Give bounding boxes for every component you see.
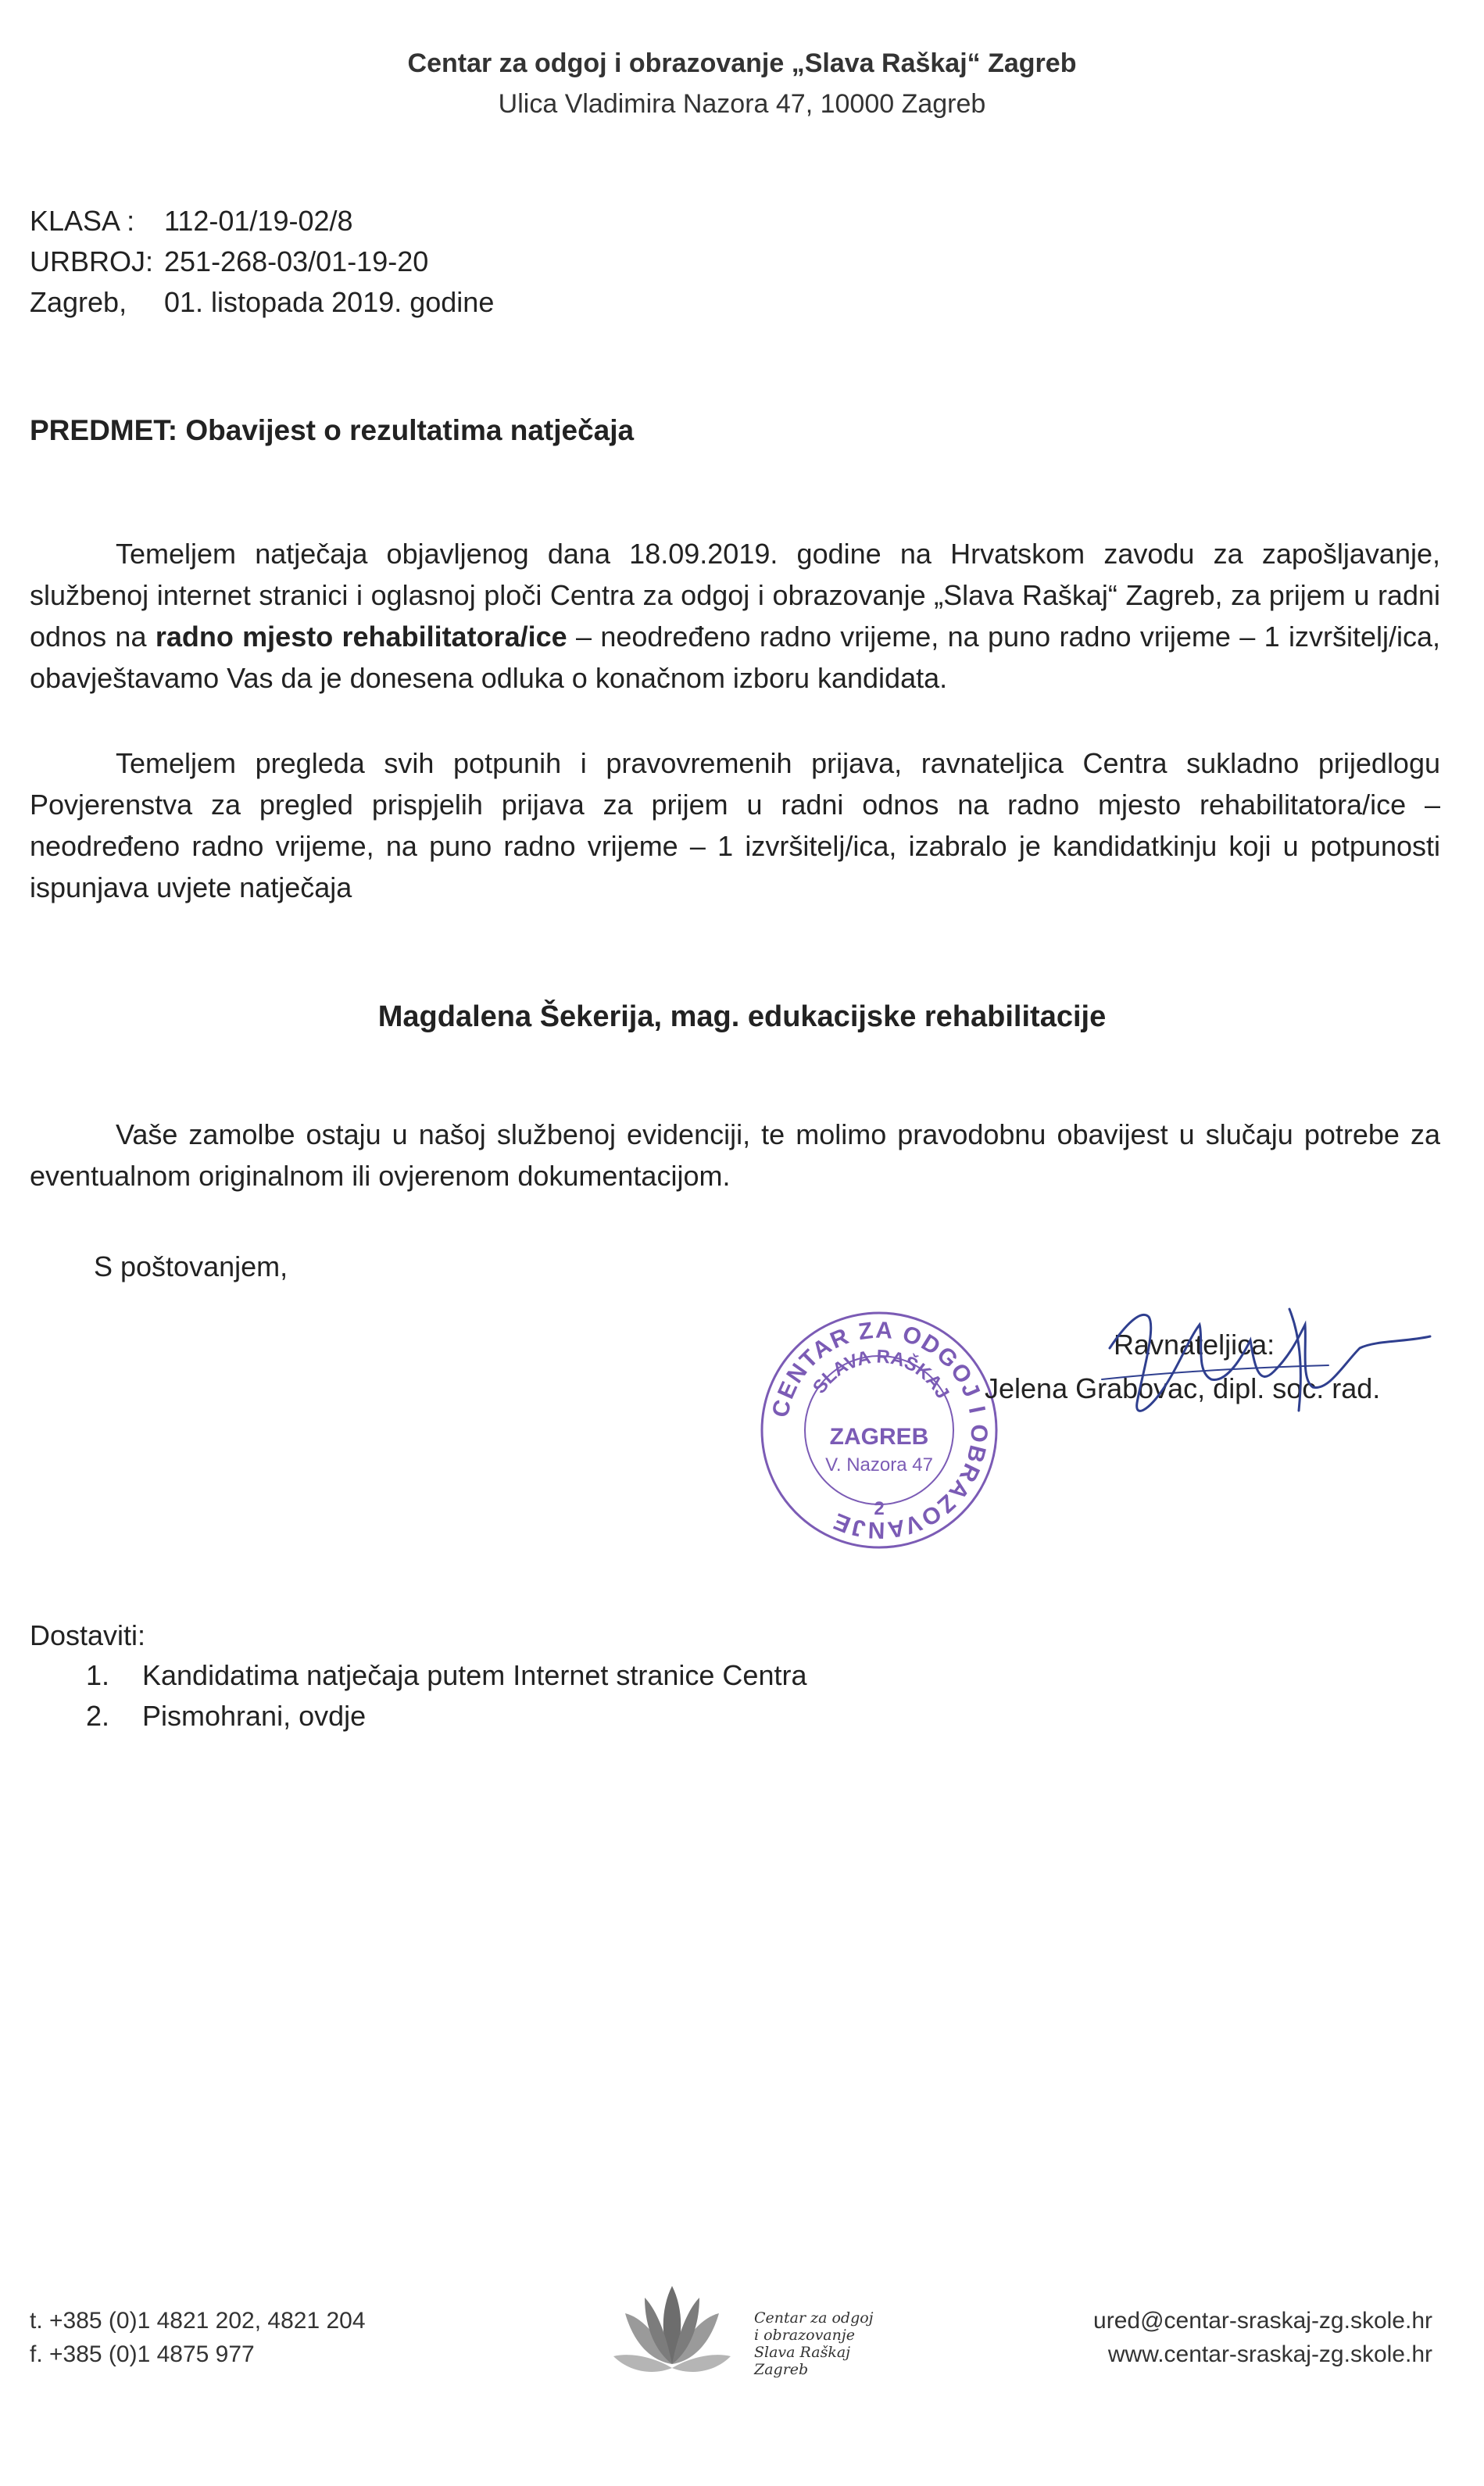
lotus-logo-icon <box>610 2270 735 2388</box>
signatory-role: Ravnateljica: <box>1114 1329 1275 1361</box>
list-item <box>86 1696 806 1737</box>
date-row <box>30 286 494 319</box>
subject-line: PREDMET: Obavijest o rezultatima natječaja <box>30 414 635 446</box>
footer-email[interactable]: ured@centar-sraskaj-zg.skole.hr <box>1093 2308 1432 2334</box>
stamp-city: ZAGREB <box>829 1424 929 1450</box>
footer-phone: t. +385 (0)1 4821 202, 4821 204 <box>30 2308 366 2334</box>
logo-line: Slava Raškaj <box>754 2344 851 2361</box>
closing-greeting: S poštovanjem, <box>94 1250 288 1282</box>
klasa-value: 112-01/19-02/8 <box>164 205 353 237</box>
delivery-title: Dostaviti: <box>30 1619 146 1651</box>
list-item-number: 2. <box>86 1700 110 1732</box>
paragraph-1-bold: radno mjesto rehabilitatora/ice <box>155 621 567 653</box>
footer-web <box>1093 2304 1432 2371</box>
paragraph-1-end: – neodređeno radno vrijeme, na puno radno vrijeme – 1 izvršitelj/ica, obavještavamo Vas da je donesena odluka o konačnom izboru kandidata. <box>30 621 1440 694</box>
document-date: 01. listopada 2019. godine <box>164 286 495 318</box>
klasa-row <box>30 205 353 238</box>
klasa-label: KLASA : <box>30 205 135 237</box>
stamp-ring-text: CENTAR ZA ODGOJ I OBRAZOVANJE <box>767 1317 992 1543</box>
urbroj-label: URBROJ: <box>30 245 154 277</box>
logo-line: Zagreb <box>754 2361 809 2378</box>
list-item <box>86 1655 806 1696</box>
delivery-list <box>86 1655 806 1737</box>
selected-candidate: Magdalena Šekerija, mag. edukacijske rehabilitacije <box>377 1000 1107 1033</box>
urbroj-value: 251-268-03/01-19-20 <box>164 245 429 277</box>
list-item-text: Kandidatima natječaja putem Internet stranice Centra <box>142 1659 807 1691</box>
institution-name: Centar za odgoj i obrazovanje „Slava Raškaj“ Zagreb <box>407 48 1077 78</box>
handwritten-signature <box>1094 1293 1438 1434</box>
stamp-street: V. Nazora 47 <box>825 1454 933 1476</box>
footer-logo-text <box>754 2309 874 2378</box>
footer-fax: f. +385 (0)1 4875 977 <box>30 2341 255 2367</box>
footer-contact <box>30 2304 366 2371</box>
stamp-number: 2 <box>874 1498 885 1519</box>
stamp-inner-text: SLAVA RAŠKAJ <box>808 1346 953 1403</box>
paragraph-3: Vaše zamolbe ostaju u našoj službenoj evidenciji, te molimo pravodobnu obavijest u slučaju potrebe za eventualnom originalnom ili ovjerenom dokumentacijom. <box>30 1118 1440 1192</box>
institution-address: Ulica Vladimira Nazora 47, 10000 Zagreb <box>498 89 986 119</box>
official-stamp <box>754 1305 1004 1555</box>
list-item-number: 1. <box>86 1659 110 1691</box>
list-item-text: Pismohrani, ovdje <box>142 1700 367 1732</box>
logo-line: Centar za odgoj <box>754 2309 874 2327</box>
paragraph-2: Temeljem pregleda svih potpunih i pravovremenih prijava, ravnateljica Centra sukladno prijedlogu Povjerenstva za pregled prispjelih prijava za prijem u radni odnos na radno mjesto rehabilitatora/ice – neodređeno radno vrijeme, na puno radno vrijeme – 1 izvršitelj/ica, izabralo je kandidatkinju koji u potpunosti ispunjava uvjete natječaja <box>30 747 1440 903</box>
paragraph-1 <box>30 533 1440 699</box>
signatory-name: Jelena Grabovac, dipl. soc. rad. <box>985 1372 1381 1404</box>
logo-line: i obrazovanje <box>754 2327 856 2344</box>
footer-website[interactable]: www.centar-sraskaj-zg.skole.hr <box>1107 2341 1432 2367</box>
paragraph-1-start: Temeljem natječaja objavljenog dana 18.09.2019. godine na Hrvatskom zavodu za zapošljavanje, službenoj internet stranici i oglasnoj ploči Centra za odgoj i obrazovanje „Slava Raškaj“ Zagreb, za prijem u radni odnos na <box>30 538 1440 653</box>
place-label: Zagreb, <box>30 286 127 318</box>
urbroj-row <box>30 245 428 278</box>
